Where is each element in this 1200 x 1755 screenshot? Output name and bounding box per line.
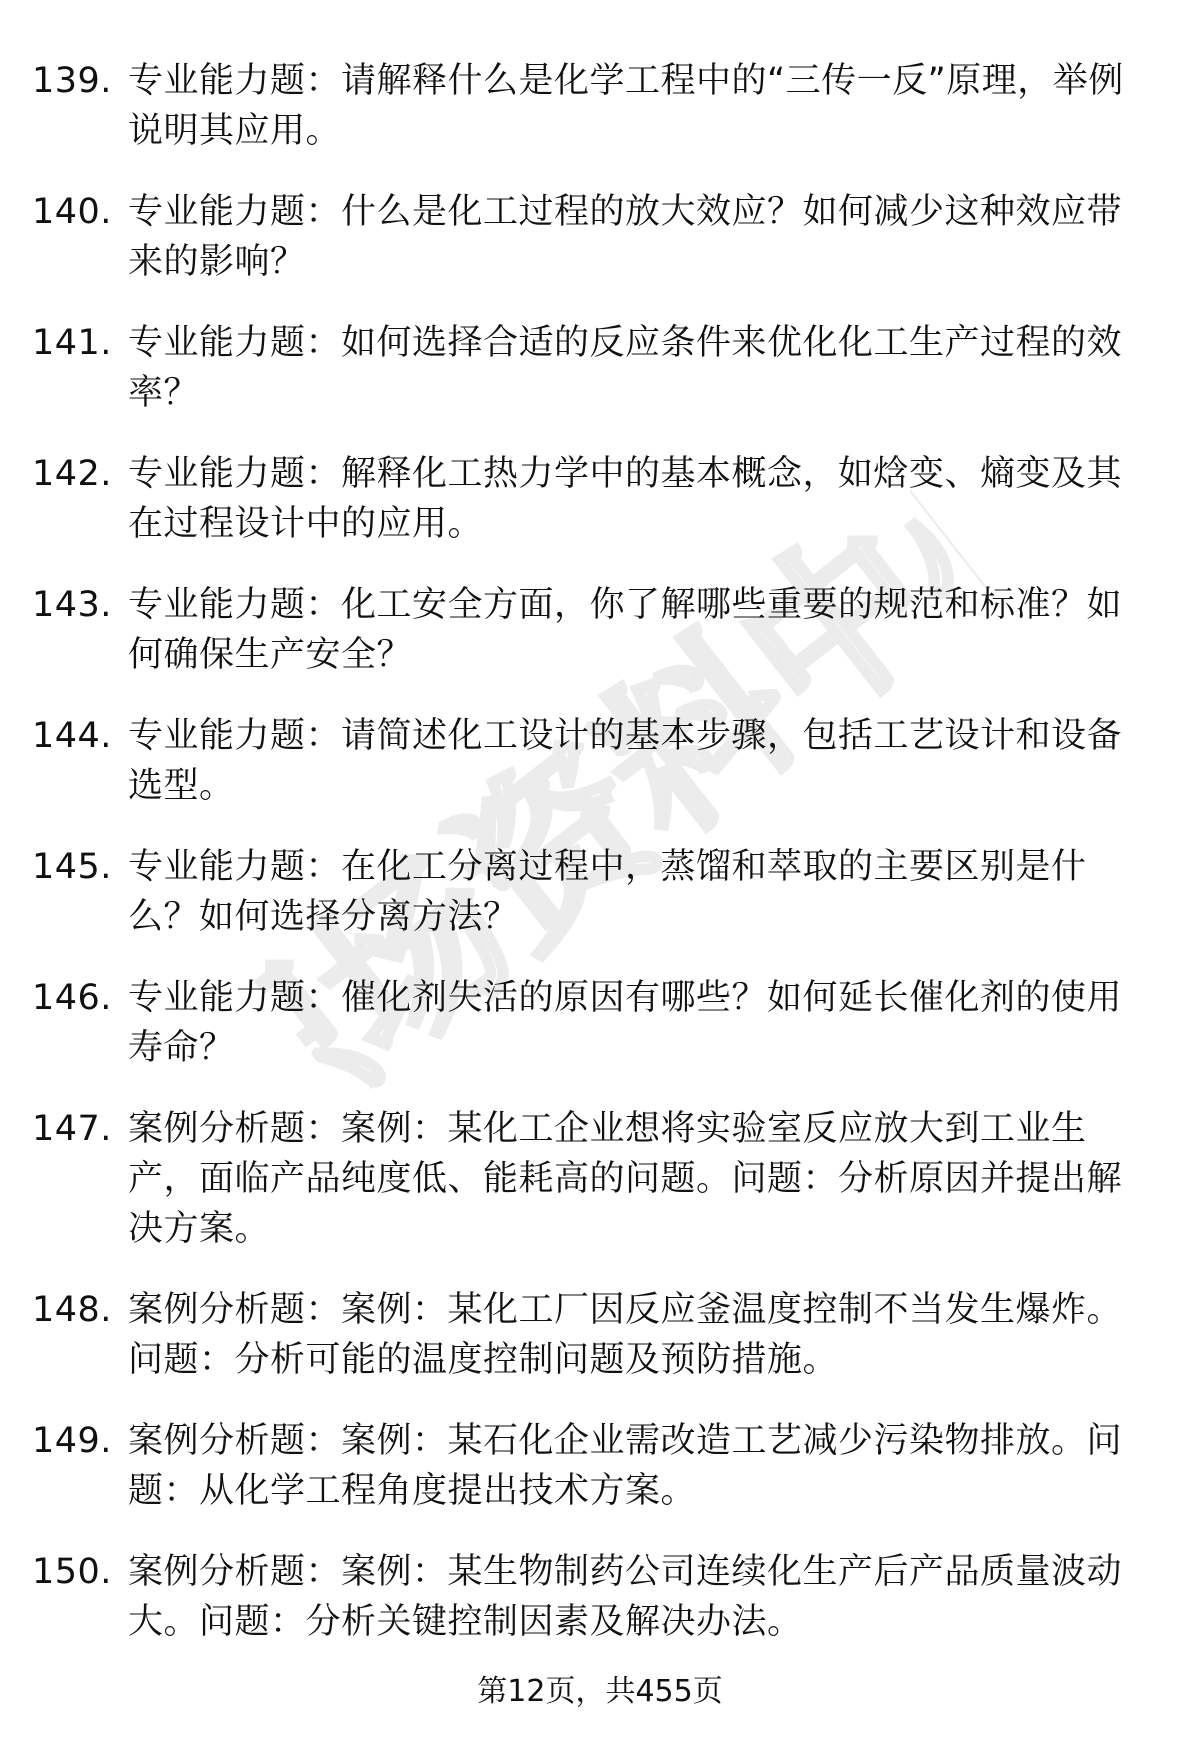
question-text: 专业能力题：请简述化工设计的基本步骤，包括工艺设计和设备选型。 <box>128 716 1123 806</box>
question-item <box>32 1416 1142 1516</box>
question-text: 案例分析题：案例：某化工企业想将实验室反应放大到工业生产，面临产品纯度低、能耗高的问题。问题：分析原因并提出解决方案。 <box>128 1109 1123 1249</box>
question-item <box>32 187 1142 287</box>
question-item <box>32 1547 1142 1647</box>
question-number: 150. <box>32 1552 112 1592</box>
question-number: 147. <box>32 1109 112 1149</box>
question-text: 案例分析题：案例：某化工厂因反应釜温度控制不当发生爆炸。问题：分析可能的温度控制问题及预防措施。 <box>128 1290 1123 1380</box>
question-item <box>32 711 1142 811</box>
question-list <box>32 56 1142 1678</box>
question-number: 146. <box>32 978 112 1018</box>
question-text: 专业能力题：催化剂失活的原因有哪些？如何延长催化剂的使用寿命？ <box>128 978 1123 1068</box>
question-item <box>32 1285 1142 1385</box>
question-text: 专业能力题：在化工分离过程中，蒸馏和萃取的主要区别是什么？如何选择分离方法？ <box>128 847 1087 937</box>
question-number: 143. <box>32 585 112 625</box>
question-text: 专业能力题：什么是化工过程的放大效应？如何减少这种效应带来的影响？ <box>128 192 1123 282</box>
question-text: 专业能力题：解释化工热力学中的基本概念，如焓变、熵变及其在过程设计中的应用。 <box>128 454 1123 544</box>
question-text: 专业能力题：化工安全方面，你了解哪些重要的规范和标准？如何确保生产安全？ <box>128 585 1123 675</box>
question-text: 专业能力题：请解释什么是化学工程中的“三传一反”原理，举例说明其应用。 <box>128 61 1124 151</box>
question-number: 141. <box>32 323 112 363</box>
question-item <box>32 842 1142 942</box>
watermark-text: 职场资料中心 <box>209 419 1041 1161</box>
question-number: 148. <box>32 1290 112 1330</box>
question-text: 专业能力题：如何选择合适的反应条件来优化化工生产过程的效率？ <box>128 323 1123 413</box>
question-number: 139. <box>32 61 112 101</box>
question-item <box>32 580 1142 680</box>
question-number: 145. <box>32 847 112 887</box>
question-text: 案例分析题：案例：某生物制药公司连续化生产后产品质量波动大。问题：分析关键控制因素及解决办法。 <box>128 1552 1123 1642</box>
question-number: 144. <box>32 716 112 756</box>
question-item <box>32 318 1142 418</box>
question-number: 140. <box>32 192 112 232</box>
question-number: 142. <box>32 454 112 494</box>
question-text: 案例分析题：案例：某石化企业需改造工艺减少污染物排放。问题：从化学工程角度提出技术方案。 <box>128 1421 1123 1511</box>
question-item <box>32 449 1142 549</box>
question-item <box>32 1104 1142 1254</box>
page-number-footer: 第12页，共455页 <box>477 1674 723 1709</box>
question-item <box>32 973 1142 1073</box>
question-number: 149. <box>32 1421 112 1461</box>
question-item <box>32 56 1142 156</box>
